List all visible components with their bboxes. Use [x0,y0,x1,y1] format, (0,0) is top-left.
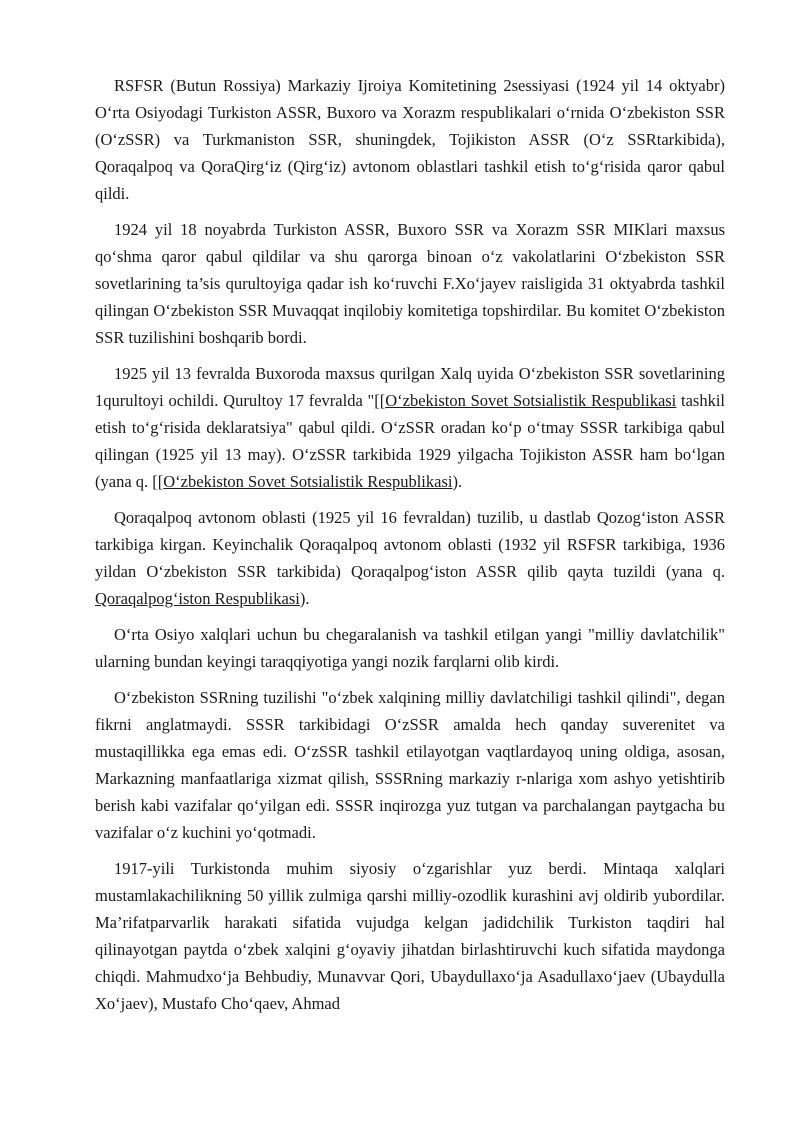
karakalpakstan-link[interactable]: Qoraqalpog‘iston Respublikasi [95,589,300,608]
paragraph-5 [95,621,725,675]
paragraph-1 [95,72,725,207]
document-page [95,72,725,1026]
uzssr-link-2[interactable]: O‘zbekiston Sovet Sotsialistik Respublikasi [163,472,453,491]
paragraph-3-text-a: 1925 yil 13 fevralda Buxoroda maxsus qurilgan Xalq uyida O‘zbekiston SSR sovetlarining 1qurultoyi ochildi. Qurultoy 17 fevralda "[[ [95,364,725,410]
paragraph-3 [95,360,725,495]
paragraph-6-text: O‘zbekiston SSRning tuzilishi "o‘zbek xalqining milliy davlatchiligi tashkil qilindi", degan fikrni anglatmaydi. SSSR tarkibidagi O‘zSSR amalda hech qanday suverenitet va mustaqillikka ega emas edi. O‘zSSR tashkil etilayotgan vaqtlardayoq uning oldiga, asosan, Markazning manfaatlariga xizmat qilish, SSSRning markaziy r-nlariga xom ashyo yetishtirib berish kabi vazifalar qo‘yilgan edi. SSSR inqirozga yuz tutgan va parchalangan paytgacha bu vazifalar o‘z kuchini yo‘qotmadi. [95,688,725,842]
paragraph-2-text: 1924 yil 18 noyabrda Turkiston ASSR, Buxoro SSR va Xorazm SSR MIKlari maxsus qo‘shma qaror qabul qildilar va shu qarorga binoan o‘z vakolatlarini O‘zbekiston SSR sovetlarining ta’sis qurultoyiga qadar ish ko‘ruvchi F.Xo‘jayev raisligida 31 oktyabrda tashkil qilingan O‘zbekiston SSR Muvaqqat inqilobiy komitetiga topshirdilar. Bu komitet O‘zbekiston SSR tuzilishini boshqarib bordi. [95,220,725,347]
paragraph-1-text: RSFSR (Butun Rossiya) Markaziy Ijroiya Komitetining 2sessiyasi (1924 yil 14 oktyabr) O‘rta Osiyodagi Turkiston ASSR, Buxoro va Xorazm respublikalari o‘rnida O‘zbekiston SSR (O‘zSSR) va Turkmaniston SSR, shuningdek, Tojikiston ASSR (O‘z SSRtarkibida), Qoraqalpoq va QoraQirg‘iz (Qirg‘iz) avtonom oblastlari tashkil etish to‘g‘risida qaror qabul qildi. [95,76,725,203]
paragraph-3-text-b: tashkil etish to‘g‘risida deklaratsiya" qabul qildi. O‘zSSR oradan ko‘p o‘tmay SSSR tarkibiga qabul qilingan (1925 yil 13 may). O‘zSSR tarkibida 1929 yilgacha Tojikiston ASSR ham bo‘lgan (yana q. [[ [95,391,726,491]
paragraph-4-text-a: Qoraqalpoq avtonom oblasti (1925 yil 16 fevraldan) tuzilib, u dastlab Qozog‘iston ASSR tarkibiga kirgan. Keyinchalik Qoraqalpoq avtonom oblasti (1932 yil RSFSR tarkibiga, 1936 yildan O‘zbekiston SSR tarkibida) Qoraqalpog‘iston ASSR qilib qayta tuzildi (yana q. [95,508,725,581]
paragraph-3-text-c: ). [452,472,463,491]
paragraph-7-text: 1917-yili Turkistonda muhim siyosiy o‘zgarishlar yuz berdi. Mintaqa xalqlari mustamlakachilikning 50 yillik zulmiga qarshi milliy-ozodlik kurashini avj oldirib yubordilar. Ma’rifatparvarlik harakati sifatida vujudga kelgan jadidchilik Turkiston taqdiri hal qilinayotgan paytda o‘zbek xalqini g‘oyaviy jihatdan birlashtiruvchi kuch sifatida maydonga chiqdi. Mahmudxo‘ja Behbudiy, Munavvar Qori, Ubaydullaxo‘ja Asadullaxo‘jaev (Ubaydulla Xo‘jaev), Mustafo Cho‘qaev, Ahmad [95,859,725,1013]
paragraph-5-text: O‘rta Osiyo xalqlari uchun bu chegaralanish va tashkil etilgan yangi "milliy davlatchilik" ularning bundan keyingi taraqqiyotiga yangi nozik farqlarni olib kirdi. [95,625,725,671]
paragraph-2 [95,216,725,351]
paragraph-6 [95,684,725,846]
uzssr-link-1[interactable]: O‘zbekiston Sovet Sotsialistik Respublikasi [385,391,677,410]
paragraph-7 [95,855,725,1017]
paragraph-4-text-b: ). [299,589,310,608]
paragraph-4 [95,504,725,612]
